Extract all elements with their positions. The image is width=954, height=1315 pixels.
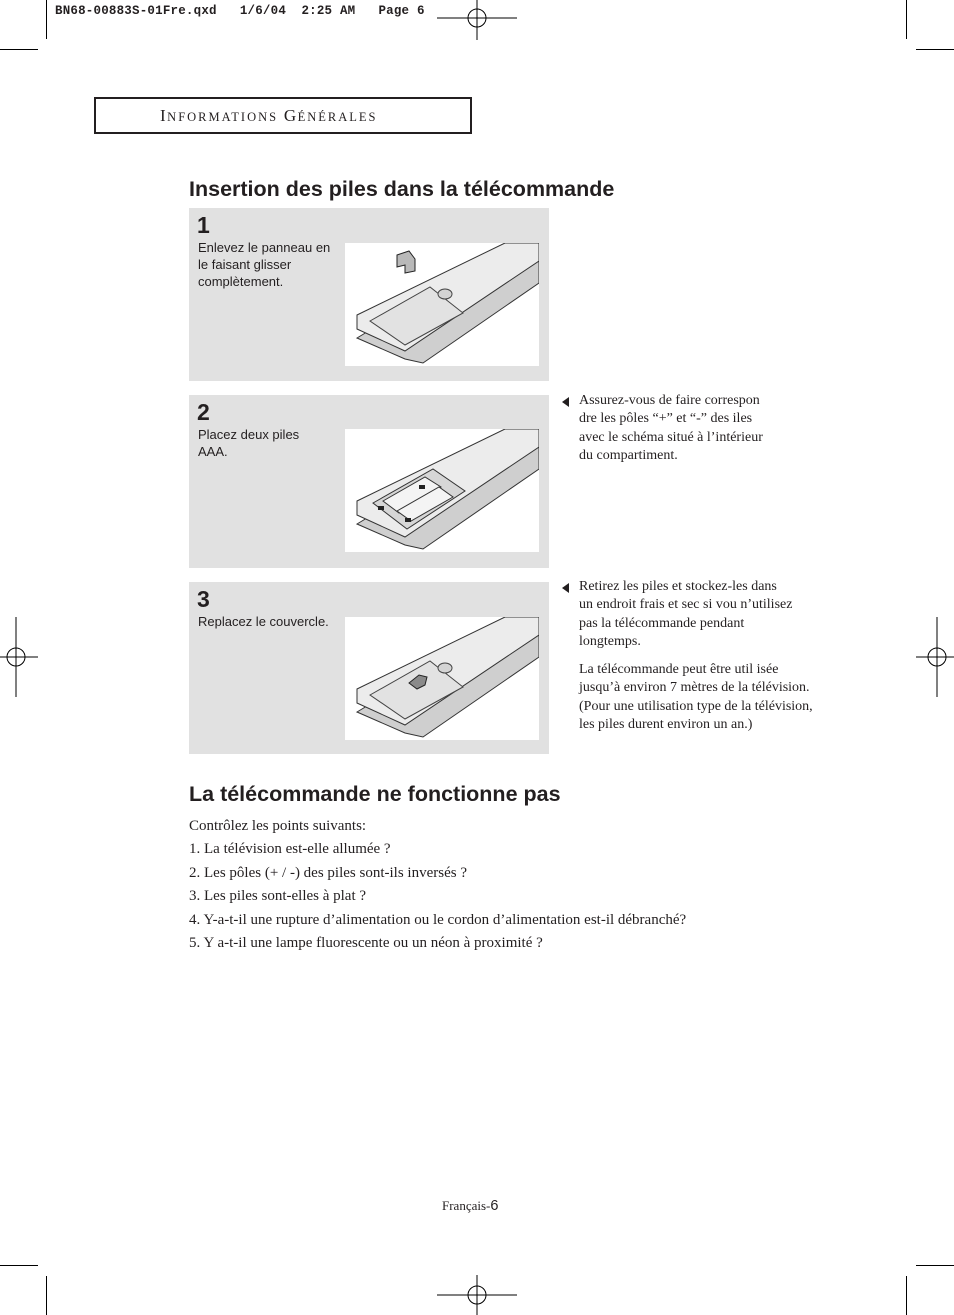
registration-mark-bottom [437,1275,517,1315]
heading-battery-insertion: Insertion des piles dans la télécommande [189,177,615,201]
list-item: 2. Les pôles (+ / -) des piles sont-ils inversés ? [189,864,467,881]
note-storage: Retirez les piles et stockez-les dans un endroit frais et sec si vou n’utilisez pas la télécommande pendant longtemps. [579,579,793,649]
file-slug: BN68-00883S-01Fre.qxd 1/6/04 2:25 AM Page 6 [55,4,425,18]
remote-illustration-3 [345,617,539,740]
note-polarity: Assurez-vous de faire correspon dre les pôles “+” et “-” des iles avec le schéma situé à l’intérieur du compartiment. [579,393,763,463]
remote-illustration-2 [345,429,539,552]
step-number-3: 3 [197,586,210,612]
troubleshooting-list [189,815,686,955]
registration-mark-top [437,0,517,40]
step-number-2: 2 [197,399,210,425]
page-footer [442,1198,498,1214]
note-bullet-2 [562,583,569,593]
registration-mark-left [0,617,38,697]
list-item: 4. Y-a-t-il une rupture d’alimentation ou le cordon d’alimentation est-il débranché? [189,911,687,928]
registration-mark-right [916,617,954,697]
list-item: 5. Y a-t-il une lampe fluorescente ou un néon à proximité ? [189,935,543,952]
list-item: 1. La télévision est-elle allumée ? [189,841,391,858]
heading-troubleshooting: La télécommande ne fonctionne pas [189,782,561,806]
intro-text: Contrôlez les points suivants: [189,818,367,834]
note-range: La télécommande peut être util isée jusqu’à environ 7 mètres de la télévision. (Pour une utilisation type de la télévision, les piles durent environ un an.) [579,662,813,732]
step-text-3: Replacez le couvercle. [198,614,329,629]
list-item: 3. Les piles sont-elles à plat ? [189,888,367,905]
step-text-1: Enlevez le panneau en le faisant glisser complètement. [198,240,331,289]
step-number-1: 1 [197,212,210,238]
note-bullet-1 [562,397,569,407]
page-number: 6 [490,1198,499,1214]
remote-illustration-1 [345,243,539,366]
section-header: INFORMATIONS GÉNÉRALES [160,106,378,125]
step-text-2: Placez deux piles AAA. [198,427,300,459]
footer-language: Français- [442,1198,491,1213]
